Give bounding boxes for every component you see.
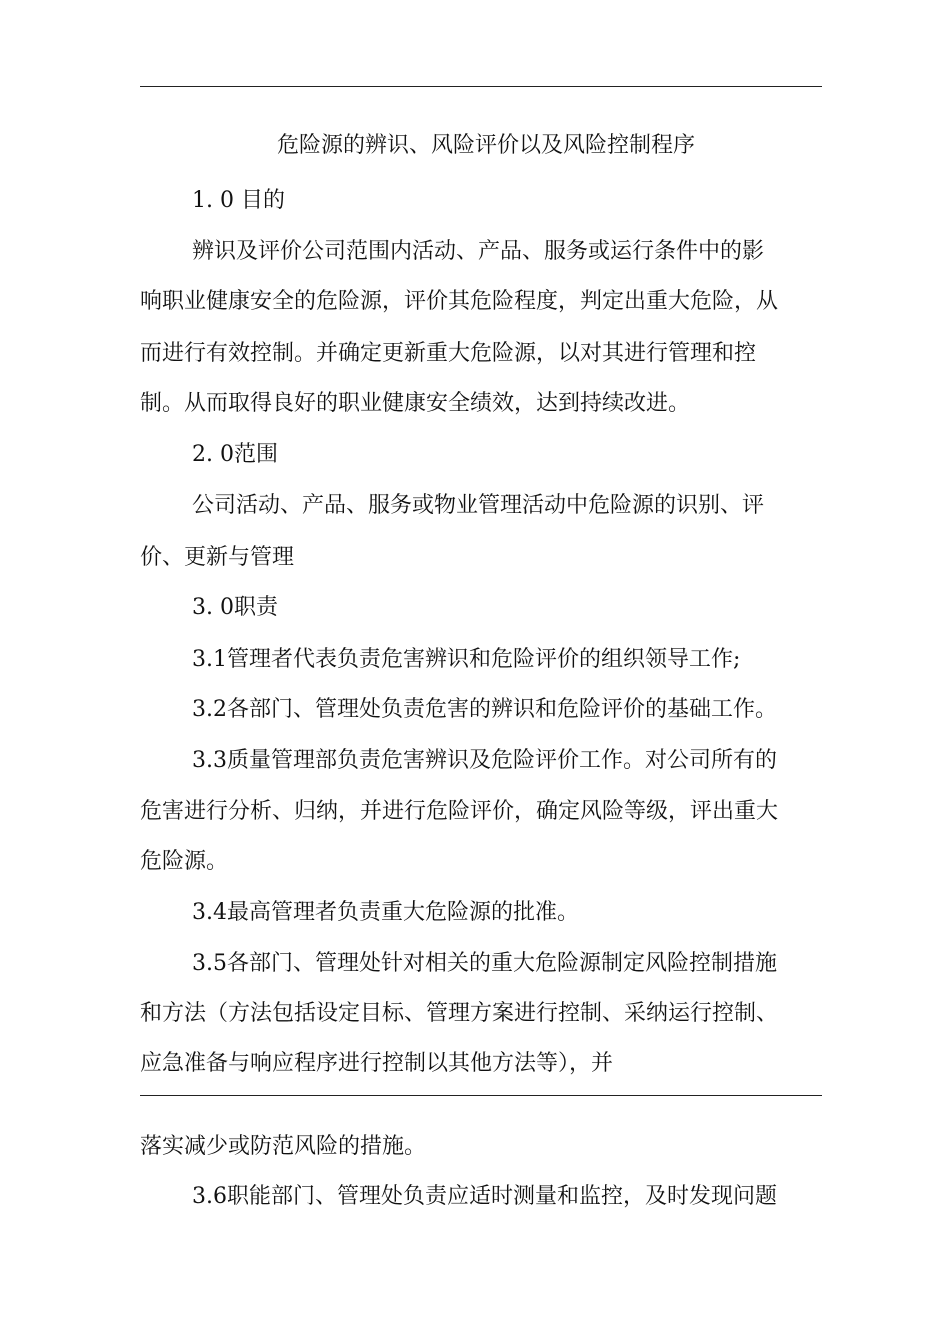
paragraph-line: 制。从而取得良好的职业健康安全绩效，达到持续改进。 — [140, 391, 691, 416]
paragraph-line: 公司活动、产品、服务或物业管理活动中危险源的识别、评 — [192, 493, 765, 518]
header-rule — [140, 86, 822, 87]
paragraph-line: 而进行有效控制。并确定更新重大危险源，以对其进行管理和控 — [140, 341, 757, 366]
list-item: 3.4最高管理者负责重大危险源的批准。 — [192, 900, 579, 925]
paragraph-line: 落实减少或防范风险的措施。 — [140, 1134, 427, 1159]
section-heading-purpose: 1. 0 目的 — [192, 188, 285, 213]
paragraph-line: 辨识及评价公司范围内活动、产品、服务或运行条件中的影 — [192, 239, 765, 264]
list-item: 3.2各部门、管理处负责危害的辨识和危险评价的基础工作。 — [192, 697, 777, 722]
paragraph-line: 应急准备与响应程序进行控制以其他方法等），并 — [140, 1051, 614, 1076]
paragraph-line: 危害进行分析、归纳，并进行危险评价，确定风险等级，评出重大 — [140, 799, 779, 824]
section-heading-responsibilities: 3. 0职责 — [192, 595, 278, 620]
section-heading-scope: 2. 0范围 — [192, 442, 278, 467]
list-item: 3.3质量管理部负责危害辨识及危险评价工作。对公司所有的 — [192, 748, 777, 773]
list-item: 3.6职能部门、管理处负责应适时测量和监控，及时发现问题 — [192, 1184, 777, 1209]
list-item: 3.5各部门、管理处针对相关的重大危险源制定风险控制措施 — [192, 951, 777, 976]
paragraph-line: 和方法（方法包括设定目标、管理方案进行控制、采纳运行控制、 — [140, 1001, 779, 1026]
paragraph-line: 价、更新与管理 — [140, 545, 295, 570]
page-break-rule — [140, 1095, 822, 1096]
paragraph-line: 响职业健康安全的危险源，评价其危险程度，判定出重大危险，从 — [140, 289, 779, 314]
list-item: 3.1管理者代表负责危害辨识和危险评价的组织领导工作; — [192, 647, 741, 672]
document-title: 危险源的辨识、风险评价以及风险控制程序 — [276, 133, 695, 158]
paragraph-line: 危险源。 — [140, 849, 229, 874]
